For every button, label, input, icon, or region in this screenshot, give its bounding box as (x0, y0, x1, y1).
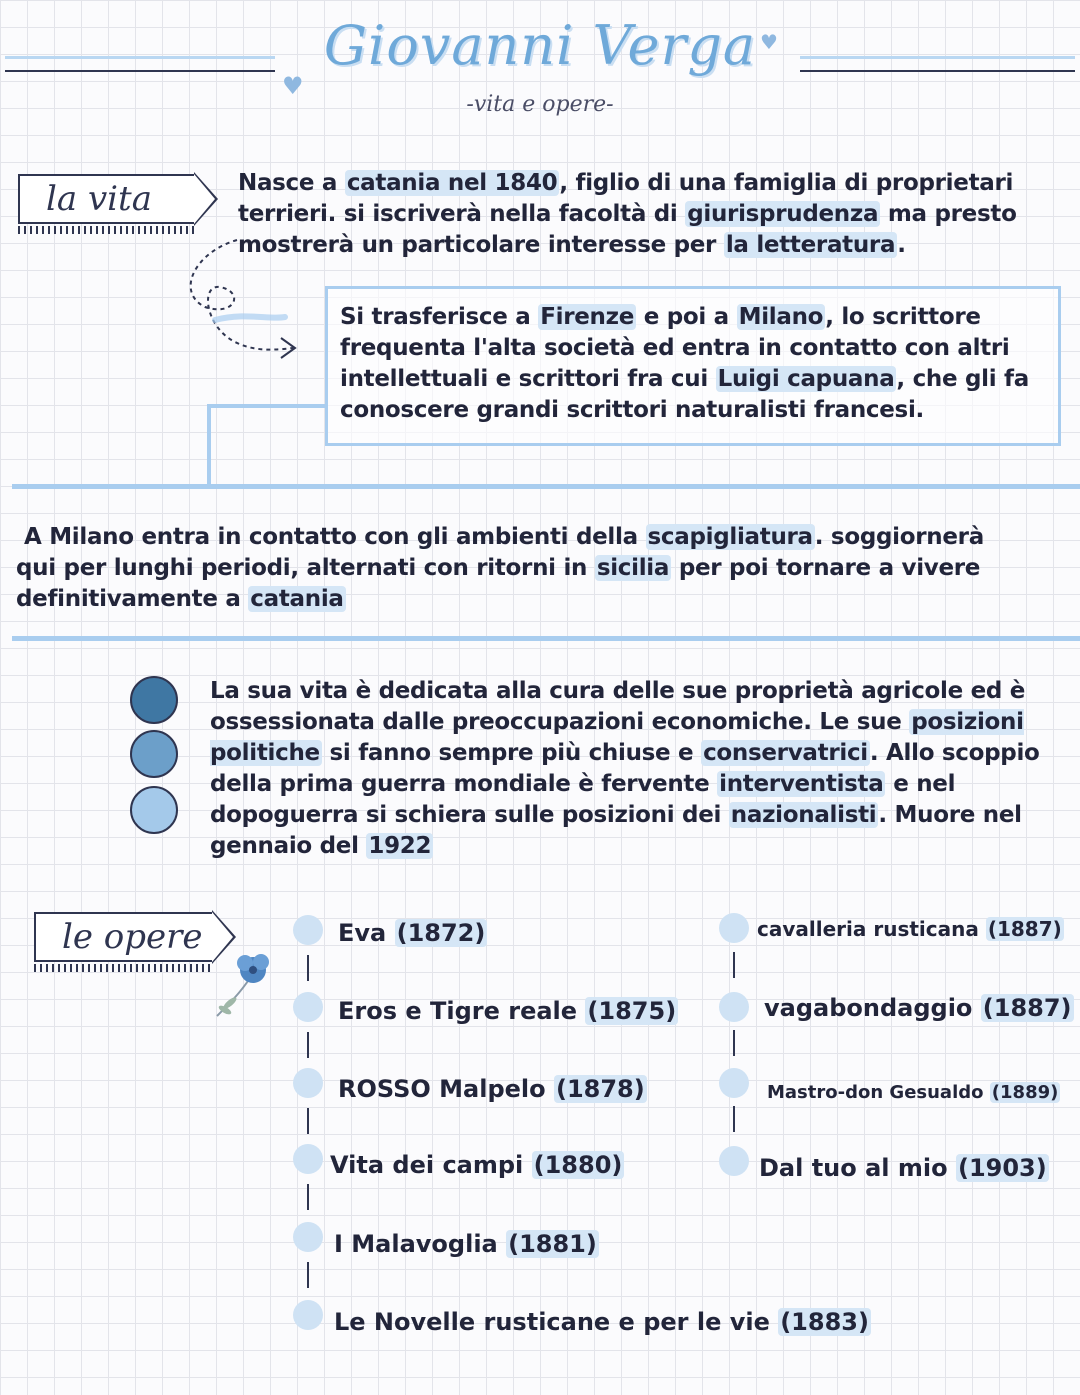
timeline-line (307, 955, 309, 981)
work-item (334, 1230, 599, 1258)
highlight: nazionalisti (730, 802, 877, 828)
title-rule-left-light (5, 56, 275, 59)
life-paragraph-2 (340, 302, 1050, 426)
timeline-line (733, 1106, 735, 1132)
work-item (330, 1151, 624, 1179)
highlight: 1922 (368, 833, 432, 859)
bullet-icon (293, 1300, 323, 1330)
work-title: Vita dei campi (330, 1151, 524, 1179)
text: e poi a (636, 304, 737, 330)
work-year: (1875) (587, 997, 677, 1025)
work-title: Eros e Tigre reale (338, 997, 578, 1025)
work-item (338, 919, 487, 947)
life-paragraph-1 (238, 168, 1058, 261)
work-title: ROSSO Malpelo (338, 1075, 546, 1103)
timeline-line (307, 1032, 309, 1058)
heart-icon: ♥ (282, 72, 304, 100)
text: , figlio di una famiglia di proprietari terrieri. si iscriverà nella facoltà di (238, 170, 1014, 227)
bullet-icon (293, 915, 323, 945)
work-item (767, 1082, 1060, 1103)
work-year: (1872) (396, 919, 486, 947)
text: , lo scrittore frequenta l'alta società ed entra in contatto con altri intellettuali e scrittori fra cui (340, 304, 1010, 392)
text: per poi tornare a vivere definitivamente a (16, 555, 981, 612)
text: Nasce a (238, 170, 345, 196)
work-year: (1878) (555, 1075, 645, 1103)
bullet-icon (719, 913, 749, 943)
text: La sua vita è dedicata alla cura delle sue proprietà agricole ed è ossessionata dalle preoccupazioni economiche. Le sue (210, 678, 1026, 735)
text: . Allo scoppio della prima guerra mondiale è fervente (210, 740, 1040, 797)
title-rule-left-dark (5, 70, 275, 72)
text: si fanno sempre più chiuse e (321, 740, 702, 766)
work-item (764, 994, 1074, 1022)
circle-dark-icon (130, 676, 178, 724)
work-title: I Malavoglia (334, 1230, 498, 1258)
circle-light-icon (130, 786, 178, 834)
text: , che gli fa conoscere grandi scrittori naturalisti francesi. (340, 366, 1029, 423)
divider-1 (12, 484, 1080, 489)
highlight: catania nel 1840 (346, 170, 558, 196)
timeline-line (307, 1108, 309, 1134)
highlight: posizioni politiche (210, 709, 1024, 766)
work-year: (1887) (987, 917, 1062, 941)
text: . Muore nel gennaio del (210, 802, 1022, 859)
work-title: Mastro-don Gesualdo (767, 1082, 984, 1103)
work-title: cavalleria rusticana (757, 917, 979, 941)
highlight: giurisprudenza (687, 201, 879, 227)
connector-horizontal (207, 404, 327, 408)
work-year: (1889) (991, 1082, 1059, 1103)
highlight: scapigliatura (647, 524, 813, 550)
work-year: (1887) (982, 994, 1072, 1022)
highlight: Firenze (540, 304, 635, 330)
text: ma presto mostrerà un particolare interesse per (238, 201, 1017, 258)
highlight: catania (250, 586, 344, 612)
highlight: interventista (719, 771, 884, 797)
connector-vertical (207, 404, 211, 486)
work-item (338, 997, 678, 1025)
work-title: Le Novelle rusticane e per le vie (334, 1308, 770, 1336)
circle-medium-icon (130, 730, 178, 778)
tag-hatch (34, 964, 212, 972)
text: e nel dopoguerra si schiera sulle posizioni dei (210, 771, 956, 828)
work-item (759, 1154, 1049, 1182)
work-item (334, 1308, 871, 1336)
bullet-icon (719, 1068, 749, 1098)
title-rule-right-light (800, 56, 1075, 59)
timeline-line (733, 952, 735, 978)
bullet-icon (293, 1068, 323, 1098)
tag-hatch (18, 226, 194, 234)
tag-tip-inner (194, 174, 215, 224)
title-rule-right-dark (800, 70, 1075, 72)
page-subtitle: -vita e opere- (466, 92, 614, 117)
timeline-line (307, 1262, 309, 1288)
highlight: la letteratura (725, 232, 896, 258)
text: Si trasferisce a (340, 304, 539, 330)
highlight: conservatrici (703, 740, 868, 766)
work-title: vagabondaggio (764, 994, 973, 1022)
highlight: Luigi capuana (717, 366, 895, 392)
tag-le-opere-label: le opere (34, 912, 212, 962)
text: A Milano entra in contatto con gli ambienti della (24, 524, 646, 550)
life-paragraph-4 (210, 676, 1060, 862)
work-year: (1903) (957, 1154, 1047, 1182)
highlight: sicilia (596, 555, 670, 581)
highlight: Milano (738, 304, 824, 330)
bullet-icon (719, 1146, 749, 1176)
work-year: (1881) (508, 1230, 597, 1258)
bullet-icon (293, 992, 323, 1022)
text: . (897, 232, 906, 258)
page-title: Giovanni Verga (323, 14, 757, 77)
work-item (338, 1075, 647, 1103)
work-title: Dal tuo al mio (759, 1154, 948, 1182)
curly-arrow-icon (175, 232, 310, 372)
work-year: (1883) (780, 1308, 869, 1336)
timeline-line (307, 1184, 309, 1210)
work-year: (1880) (533, 1151, 623, 1179)
work-title: Eva (338, 919, 387, 947)
bullet-icon (293, 1222, 323, 1252)
tag-la-vita-label: la vita (18, 174, 194, 224)
divider-2 (12, 636, 1080, 641)
work-item (757, 917, 1064, 941)
text: . soggiornerà qui per lunghi periodi, alternati con ritorni in (16, 524, 984, 581)
bullet-icon (719, 992, 749, 1022)
heart-small-icon: ♥ (760, 30, 778, 54)
life-paragraph-3 (16, 522, 1016, 615)
tag-la-vita (18, 172, 218, 234)
bullet-icon (293, 1144, 323, 1174)
flower-icon (205, 948, 280, 1023)
timeline-line (733, 1030, 735, 1056)
